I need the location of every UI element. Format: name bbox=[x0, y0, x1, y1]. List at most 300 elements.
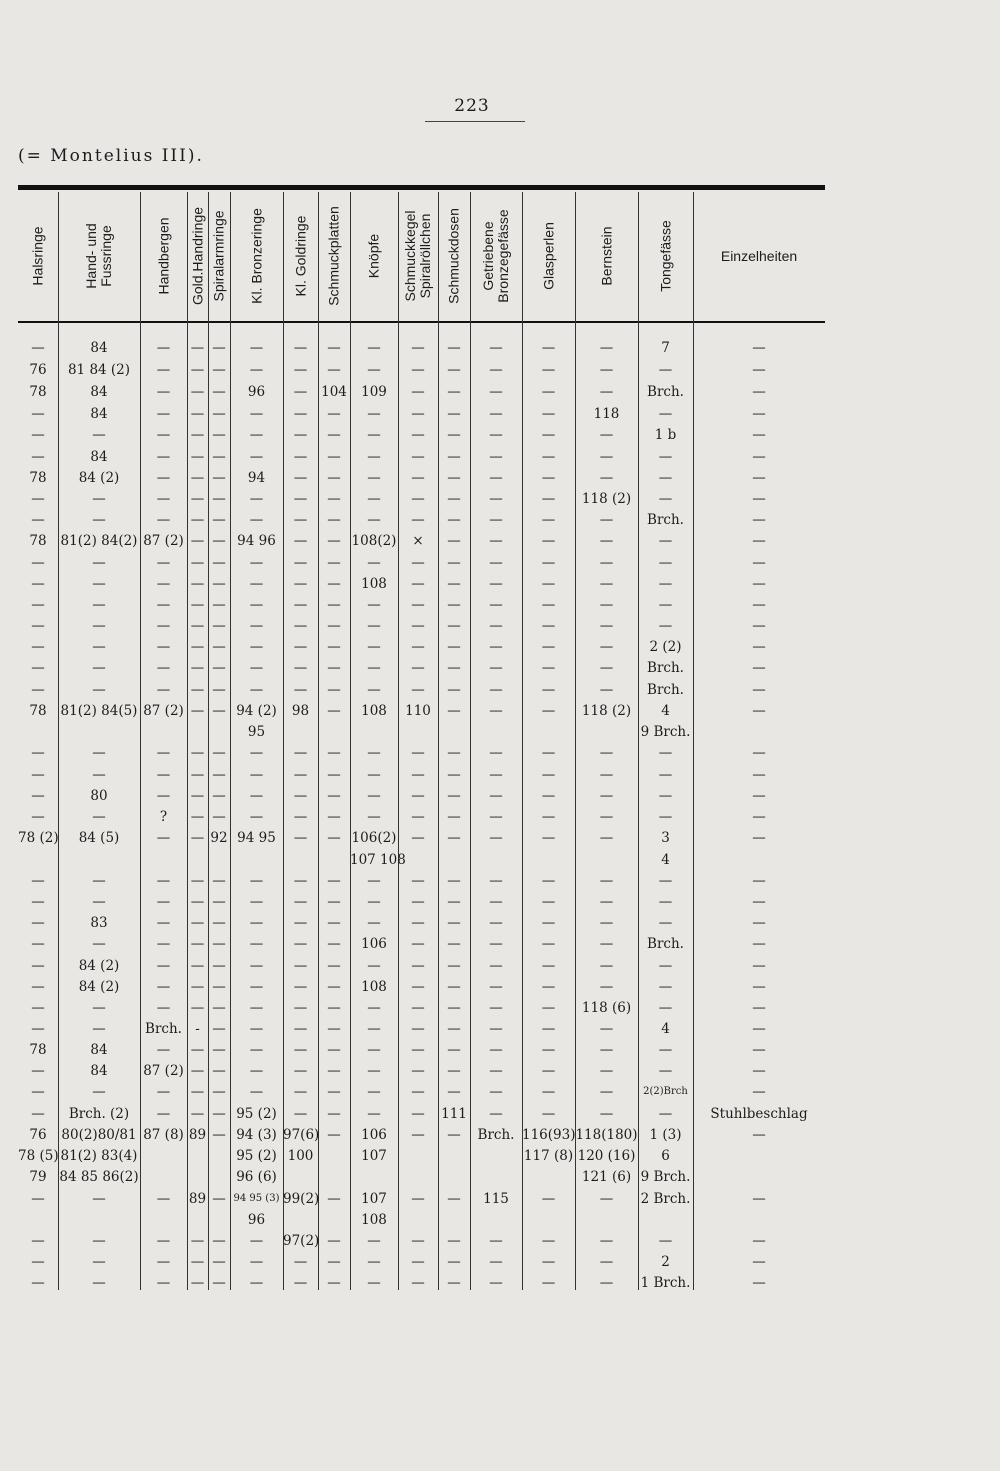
table-cell-hand_fussringe: — bbox=[92, 1000, 106, 1016]
table-row bbox=[0, 1272, 1000, 1294]
table-cell-kl_goldringe: — bbox=[293, 979, 308, 995]
table-cell-halsringe: 78 bbox=[29, 703, 47, 719]
table-cell-handbergen bbox=[140, 849, 187, 871]
table-cell-schmuckplatten: — bbox=[327, 491, 341, 507]
table-cell-glasperlen: — bbox=[541, 491, 556, 507]
table-cell-spiralarmringe: — bbox=[212, 660, 226, 676]
table-cell-knoepfe: 108 bbox=[361, 576, 387, 592]
table-cell-kl_goldringe: — bbox=[293, 576, 308, 592]
table-cell-halsringe: 78 bbox=[29, 384, 47, 400]
table-cell-knoepfe: — bbox=[367, 449, 381, 465]
table-cell-halsringe: 78 (2) bbox=[18, 830, 59, 846]
table-cell-halsringe bbox=[18, 849, 58, 871]
table-cell-bernstein: — bbox=[599, 745, 614, 761]
table-cell-knoepfe: 106 bbox=[361, 1127, 387, 1143]
table-cell-getriebene_bronzegefaesse bbox=[470, 1145, 522, 1167]
table-cell-glasperlen: — bbox=[541, 894, 556, 910]
table-cell-tongefaesse: — bbox=[658, 1000, 673, 1016]
table-cell-handbergen: — bbox=[156, 788, 171, 804]
table-cell-tongefaesse: Brch. bbox=[647, 682, 684, 698]
table-cell-schmuckdosen: — bbox=[447, 427, 461, 443]
table-cell-bernstein: — bbox=[599, 639, 614, 655]
table-cell-spiralarmringe: — bbox=[212, 340, 226, 356]
table-cell-gold_handringe bbox=[187, 1209, 208, 1231]
table-cell-spiralarmringe: — bbox=[212, 576, 226, 592]
table-cell-spiralarmringe bbox=[208, 849, 230, 871]
table-cell-schmuckkegel: — bbox=[411, 1191, 425, 1207]
table-cell-glasperlen: 117 (8) bbox=[523, 1148, 574, 1164]
table-cell-schmuckplatten: — bbox=[327, 745, 341, 761]
table-cell-knoepfe: — bbox=[367, 745, 381, 761]
table-cell-getriebene_bronzegefaesse: — bbox=[489, 767, 503, 783]
table-cell-hand_fussringe: — bbox=[92, 555, 106, 571]
table-cell-einzelheiten: — bbox=[752, 788, 766, 804]
table-cell-hand_fussringe: — bbox=[92, 682, 106, 698]
table-cell-bernstein: — bbox=[599, 830, 614, 846]
table-cell-schmuckdosen: — bbox=[447, 449, 461, 465]
table-cell-einzelheiten: — bbox=[752, 576, 766, 592]
table-cell-einzelheiten: — bbox=[752, 427, 766, 443]
table-cell-schmuckplatten: — bbox=[327, 660, 341, 676]
table-cell-spiralarmringe: — bbox=[212, 555, 226, 571]
table-cell-schmuckdosen: — bbox=[447, 767, 461, 783]
table-cell-bernstein: — bbox=[599, 767, 614, 783]
table-cell-kl_goldringe: — bbox=[293, 491, 308, 507]
table-cell-knoepfe: 106(2) bbox=[351, 830, 397, 846]
table-row bbox=[0, 1124, 1000, 1146]
table-cell-schmuckdosen: — bbox=[447, 1191, 461, 1207]
table-cell-schmuckkegel: — bbox=[411, 618, 425, 634]
table-cell-schmuckkegel: — bbox=[411, 362, 425, 378]
table-cell-schmuckplatten: — bbox=[327, 703, 341, 719]
table-cell-schmuckkegel: — bbox=[411, 788, 425, 804]
table-cell-einzelheiten bbox=[693, 1145, 825, 1167]
table-cell-knoepfe: — bbox=[367, 555, 381, 571]
table-cell-schmuckdosen: — bbox=[447, 830, 461, 846]
table-cell-handbergen bbox=[140, 721, 187, 743]
table-row bbox=[0, 721, 1000, 743]
table-cell-tongefaesse: 2 (2) bbox=[649, 639, 682, 655]
table-cell-gold_handringe: — bbox=[190, 660, 205, 676]
table-cell-schmuckkegel: — bbox=[411, 555, 425, 571]
table-cell-halsringe: 78 bbox=[29, 1042, 47, 1058]
table-row bbox=[0, 764, 1000, 786]
table-cell-tongefaesse bbox=[638, 1209, 693, 1231]
table-cell-tongefaesse: 2(2)Brch bbox=[643, 1086, 688, 1097]
table-caption: (= Montelius III). bbox=[18, 146, 204, 166]
table-cell-handbergen: — bbox=[156, 894, 171, 910]
table-cell-hand_fussringe: 84 bbox=[90, 449, 108, 465]
table-cell-halsringe: — bbox=[31, 894, 45, 910]
table-cell-handbergen: — bbox=[156, 470, 171, 486]
table-cell-glasperlen: 116(93) bbox=[522, 1127, 576, 1143]
table-cell-bernstein bbox=[575, 849, 638, 871]
table-cell-glasperlen: — bbox=[541, 830, 556, 846]
table-cell-bernstein: — bbox=[599, 1063, 614, 1079]
table-cell-handbergen: 87 (2) bbox=[143, 533, 184, 549]
table-cell-halsringe: — bbox=[31, 406, 45, 422]
table-cell-bernstein: — bbox=[599, 576, 614, 592]
table-cell-schmuckdosen: — bbox=[447, 597, 461, 613]
table-cell-tongefaesse: — bbox=[658, 1063, 673, 1079]
table-cell-kl_goldringe: — bbox=[293, 340, 308, 356]
table-cell-tongefaesse: Brch. bbox=[647, 660, 684, 676]
table-cell-schmuckkegel: — bbox=[411, 576, 425, 592]
table-cell-kl_bronzeringe: — bbox=[249, 682, 264, 698]
table-cell-hand_fussringe: 84 bbox=[90, 1063, 108, 1079]
table-cell-kl_bronzeringe: 94 95 (3) bbox=[233, 1193, 280, 1204]
table-cell-spiralarmringe: — bbox=[212, 1042, 226, 1058]
table-cell-schmuckkegel: 110 bbox=[405, 703, 431, 719]
table-cell-glasperlen: — bbox=[541, 470, 556, 486]
table-cell-kl_goldringe: — bbox=[293, 767, 308, 783]
table-cell-einzelheiten: — bbox=[752, 449, 766, 465]
table-cell-schmuckkegel bbox=[398, 1145, 438, 1167]
table-cell-knoepfe: — bbox=[367, 618, 381, 634]
table-cell-getriebene_bronzegefaesse: — bbox=[489, 660, 503, 676]
table-cell-glasperlen: — bbox=[541, 767, 556, 783]
table-cell-spiralarmringe: — bbox=[212, 745, 226, 761]
table-cell-einzelheiten: — bbox=[752, 1233, 766, 1249]
table-cell-handbergen: — bbox=[156, 1042, 171, 1058]
table-cell-knoepfe: — bbox=[367, 512, 381, 528]
table-cell-glasperlen: — bbox=[541, 682, 556, 698]
table-cell-getriebene_bronzegefaesse: — bbox=[489, 703, 503, 719]
table-row bbox=[0, 806, 1000, 828]
table-cell-handbergen: — bbox=[156, 873, 171, 889]
table-row bbox=[0, 594, 1000, 616]
table-cell-tongefaesse: — bbox=[658, 745, 673, 761]
table-cell-kl_bronzeringe: — bbox=[249, 1042, 264, 1058]
table-cell-einzelheiten: — bbox=[752, 1000, 766, 1016]
table-cell-kl_goldringe: — bbox=[293, 936, 308, 952]
table-cell-handbergen: — bbox=[156, 362, 171, 378]
table-cell-schmuckplatten: — bbox=[327, 788, 341, 804]
table-cell-schmuckdosen: — bbox=[447, 576, 461, 592]
table-row bbox=[0, 1209, 1000, 1231]
table-cell-getriebene_bronzegefaesse: — bbox=[489, 979, 503, 995]
table-cell-schmuckdosen bbox=[438, 1145, 470, 1167]
table-cell-spiralarmringe: — bbox=[212, 1000, 226, 1016]
table-cell-handbergen: 87 (2) bbox=[143, 1063, 184, 1079]
table-cell-schmuckkegel: — bbox=[411, 1233, 425, 1249]
table-cell-gold_handringe: — bbox=[190, 384, 205, 400]
table-cell-glasperlen: — bbox=[541, 427, 556, 443]
table-cell-bernstein: — bbox=[599, 340, 614, 356]
table-cell-kl_goldringe: — bbox=[293, 830, 308, 846]
table-cell-kl_bronzeringe: — bbox=[249, 1000, 264, 1016]
table-cell-handbergen: — bbox=[156, 1106, 171, 1122]
table-cell-einzelheiten: — bbox=[752, 597, 766, 613]
table-cell-spiralarmringe: — bbox=[212, 533, 226, 549]
table-cell-einzelheiten: — bbox=[752, 512, 766, 528]
table-cell-knoepfe: — bbox=[367, 491, 381, 507]
table-cell-kl_bronzeringe: — bbox=[249, 915, 264, 931]
table-cell-schmuckdosen: — bbox=[447, 936, 461, 952]
table-cell-schmuckkegel: — bbox=[411, 979, 425, 995]
table-cell-schmuckdosen bbox=[438, 1166, 470, 1188]
table-cell-handbergen: — bbox=[156, 597, 171, 613]
table-cell-handbergen: — bbox=[156, 427, 171, 443]
table-cell-handbergen: — bbox=[156, 1191, 171, 1207]
table-cell-tongefaesse: 4 bbox=[661, 703, 670, 719]
table-cell-schmuckkegel: — bbox=[411, 427, 425, 443]
table-cell-spiralarmringe: — bbox=[212, 597, 226, 613]
table-cell-halsringe: — bbox=[31, 491, 45, 507]
table-cell-halsringe: — bbox=[31, 979, 45, 995]
table-cell-tongefaesse: — bbox=[658, 788, 673, 804]
table-cell-tongefaesse: 1 (3) bbox=[649, 1127, 682, 1143]
table-cell-handbergen: — bbox=[156, 745, 171, 761]
table-cell-getriebene_bronzegefaesse: — bbox=[489, 1000, 503, 1016]
table-row bbox=[0, 742, 1000, 764]
table-cell-tongefaesse: Brch. bbox=[647, 936, 684, 952]
table-cell-schmuckplatten: — bbox=[327, 1275, 341, 1291]
table-cell-halsringe: — bbox=[31, 1191, 45, 1207]
table-row bbox=[0, 976, 1000, 998]
table-cell-tongefaesse: — bbox=[658, 362, 673, 378]
table-cell-einzelheiten: — bbox=[752, 915, 766, 931]
table-cell-knoepfe: — bbox=[367, 682, 381, 698]
table-cell-spiralarmringe: — bbox=[212, 767, 226, 783]
table-cell-hand_fussringe: — bbox=[92, 767, 106, 783]
table-cell-spiralarmringe: — bbox=[212, 894, 226, 910]
table-cell-hand_fussringe: — bbox=[92, 1233, 106, 1249]
table-cell-halsringe: — bbox=[31, 449, 45, 465]
table-cell-kl_goldringe: — bbox=[293, 1000, 308, 1016]
table-cell-tongefaesse: Brch. bbox=[647, 384, 684, 400]
table-cell-knoepfe: — bbox=[367, 406, 381, 422]
table-cell-tongefaesse: — bbox=[658, 767, 673, 783]
table-cell-bernstein: — bbox=[599, 894, 614, 910]
table-cell-handbergen: — bbox=[156, 449, 171, 465]
table-cell-spiralarmringe: 92 bbox=[210, 830, 228, 846]
table-cell-hand_fussringe: — bbox=[92, 491, 106, 507]
table-cell-kl_goldringe: — bbox=[293, 660, 308, 676]
table-cell-spiralarmringe: — bbox=[212, 1127, 226, 1143]
table-cell-bernstein: — bbox=[599, 449, 614, 465]
table-cell-handbergen: — bbox=[156, 340, 171, 356]
table-cell-handbergen: 87 (8) bbox=[143, 1127, 184, 1143]
table-row bbox=[0, 573, 1000, 595]
table-cell-kl_goldringe bbox=[283, 849, 318, 871]
table-cell-handbergen: 87 (2) bbox=[143, 703, 184, 719]
table-cell-getriebene_bronzegefaesse: Brch. bbox=[477, 1127, 515, 1143]
table-cell-knoepfe: — bbox=[367, 767, 381, 783]
table-cell-schmuckdosen: — bbox=[447, 809, 461, 825]
table-cell-einzelheiten: — bbox=[752, 1063, 766, 1079]
table-cell-bernstein: 118 bbox=[593, 406, 620, 422]
table-cell-knoepfe: 108 bbox=[361, 1212, 387, 1228]
table-row bbox=[0, 509, 1000, 531]
table-cell-halsringe: 79 bbox=[29, 1169, 47, 1185]
table-cell-einzelheiten: — bbox=[752, 406, 766, 422]
table-cell-halsringe: — bbox=[31, 340, 45, 356]
table-cell-kl_bronzeringe: 94 96 bbox=[237, 533, 276, 549]
table-cell-gold_handringe: — bbox=[190, 894, 205, 910]
table-cell-gold_handringe: — bbox=[190, 830, 205, 846]
table-cell-bernstein: — bbox=[599, 1084, 614, 1100]
table-cell-schmuckplatten: — bbox=[327, 1254, 341, 1270]
table-cell-einzelheiten: — bbox=[752, 340, 766, 356]
table-cell-spiralarmringe: — bbox=[212, 449, 226, 465]
table-cell-getriebene_bronzegefaesse: — bbox=[489, 427, 503, 443]
table-cell-gold_handringe: — bbox=[190, 597, 205, 613]
table-cell-glasperlen: — bbox=[541, 555, 556, 571]
table-cell-kl_bronzeringe: — bbox=[249, 660, 264, 676]
table-cell-schmuckdosen: 111 bbox=[441, 1106, 467, 1122]
table-cell-handbergen: — bbox=[156, 555, 171, 571]
table-cell-schmuckkegel: — bbox=[411, 1042, 425, 1058]
table-cell-handbergen: — bbox=[156, 830, 171, 846]
table-cell-schmuckkegel: — bbox=[411, 936, 425, 952]
table-cell-getriebene_bronzegefaesse: — bbox=[489, 384, 503, 400]
table-cell-einzelheiten: — bbox=[752, 1275, 766, 1291]
table-cell-spiralarmringe: — bbox=[212, 958, 226, 974]
table-cell-kl_goldringe: — bbox=[293, 1254, 308, 1270]
table-cell-schmuckkegel: — bbox=[411, 406, 425, 422]
table-cell-bernstein: 118(180) bbox=[575, 1127, 638, 1143]
table-cell-schmuckplatten: — bbox=[327, 618, 341, 634]
table-cell-gold_handringe: — bbox=[190, 979, 205, 995]
table-cell-getriebene_bronzegefaesse: — bbox=[489, 449, 503, 465]
table-cell-getriebene_bronzegefaesse: — bbox=[489, 1275, 503, 1291]
table-cell-schmuckplatten: — bbox=[327, 1063, 341, 1079]
table-cell-halsringe: — bbox=[31, 576, 45, 592]
table-cell-kl_goldringe: — bbox=[293, 639, 308, 655]
table-row bbox=[0, 1145, 1000, 1167]
table-cell-tongefaesse: — bbox=[658, 979, 673, 995]
table-cell-hand_fussringe: 81(2) 84(2) bbox=[60, 533, 138, 549]
table-cell-kl_bronzeringe: — bbox=[249, 745, 264, 761]
table-cell-einzelheiten bbox=[693, 1209, 825, 1231]
table-cell-schmuckkegel: — bbox=[411, 1000, 425, 1016]
table-cell-getriebene_bronzegefaesse: — bbox=[489, 1084, 503, 1100]
table-cell-schmuckplatten bbox=[318, 1145, 350, 1167]
table-cell-gold_handringe: — bbox=[190, 1233, 205, 1249]
table-cell-schmuckkegel: — bbox=[411, 1063, 425, 1079]
table-cell-kl_goldringe: — bbox=[293, 470, 308, 486]
table-cell-knoepfe: — bbox=[367, 1063, 381, 1079]
table-cell-kl_bronzeringe: — bbox=[249, 340, 264, 356]
table-row bbox=[0, 1018, 1000, 1040]
table-cell-schmuckdosen: — bbox=[447, 384, 461, 400]
table-cell-getriebene_bronzegefaesse: — bbox=[489, 873, 503, 889]
table-cell-schmuckdosen: — bbox=[447, 639, 461, 655]
table-cell-kl_goldringe: 97(2) bbox=[283, 1233, 320, 1249]
table-cell-gold_handringe: — bbox=[190, 788, 205, 804]
table-cell-schmuckplatten: — bbox=[327, 809, 341, 825]
table-cell-einzelheiten: — bbox=[752, 1254, 766, 1270]
table-row bbox=[0, 785, 1000, 807]
table-cell-einzelheiten: — bbox=[752, 660, 766, 676]
table-cell-schmuckplatten: — bbox=[327, 1042, 341, 1058]
table-cell-halsringe: — bbox=[31, 597, 45, 613]
table-cell-gold_handringe: — bbox=[190, 555, 205, 571]
table-cell-glasperlen: — bbox=[541, 618, 556, 634]
table-cell-getriebene_bronzegefaesse: — bbox=[489, 830, 503, 846]
table-row bbox=[0, 1103, 1000, 1125]
table-cell-handbergen: ? bbox=[159, 809, 168, 825]
table-cell-schmuckdosen: — bbox=[447, 470, 461, 486]
table-cell-halsringe: — bbox=[31, 660, 45, 676]
table-cell-hand_fussringe: 84 bbox=[90, 340, 108, 356]
table-cell-glasperlen: — bbox=[541, 1191, 556, 1207]
table-cell-schmuckplatten: — bbox=[327, 639, 341, 655]
table-cell-schmuckkegel: — bbox=[411, 958, 425, 974]
table-cell-hand_fussringe bbox=[58, 721, 140, 743]
table-cell-tongefaesse: — bbox=[658, 1106, 673, 1122]
table-cell-kl_bronzeringe: — bbox=[249, 449, 264, 465]
table-cell-kl_goldringe bbox=[283, 1166, 318, 1188]
table-cell-hand_fussringe: 84 (2) bbox=[78, 958, 120, 974]
table-cell-knoepfe: — bbox=[367, 1275, 381, 1291]
table-cell-kl_bronzeringe: — bbox=[249, 767, 264, 783]
table-cell-schmuckplatten: — bbox=[327, 915, 341, 931]
table-cell-schmuckdosen: — bbox=[447, 1084, 461, 1100]
table-cell-einzelheiten: — bbox=[752, 618, 766, 634]
table-cell-handbergen: — bbox=[156, 491, 171, 507]
table-cell-kl_bronzeringe: — bbox=[249, 936, 264, 952]
table-cell-kl_goldringe: — bbox=[293, 682, 308, 698]
table-cell-tongefaesse: 6 bbox=[661, 1148, 670, 1164]
table-cell-spiralarmringe: — bbox=[212, 1275, 226, 1291]
table-cell-schmuckkegel: — bbox=[411, 597, 425, 613]
table-cell-spiralarmringe: — bbox=[212, 470, 226, 486]
table-cell-schmuckplatten: — bbox=[327, 830, 341, 846]
table-cell-tongefaesse: — bbox=[658, 618, 673, 634]
table-cell-gold_handringe: — bbox=[190, 915, 205, 931]
table-cell-schmuckdosen bbox=[438, 721, 470, 743]
table-cell-schmuckplatten: 104 bbox=[321, 384, 347, 400]
table-row bbox=[0, 403, 1000, 425]
table-cell-einzelheiten: — bbox=[752, 936, 766, 952]
table-cell-einzelheiten: — bbox=[752, 533, 766, 549]
table-cell-spiralarmringe: — bbox=[212, 682, 226, 698]
table-cell-halsringe: — bbox=[31, 936, 45, 952]
table-cell-knoepfe: — bbox=[367, 958, 381, 974]
table-cell-kl_bronzeringe: — bbox=[249, 618, 264, 634]
table-cell-schmuckdosen bbox=[438, 849, 470, 871]
table-cell-einzelheiten: — bbox=[752, 1191, 766, 1207]
table-cell-hand_fussringe: 80 bbox=[90, 788, 108, 804]
table-row bbox=[0, 446, 1000, 468]
table-cell-einzelheiten: — bbox=[752, 703, 766, 719]
table-cell-tongefaesse: — bbox=[658, 1042, 673, 1058]
table-cell-kl_bronzeringe: — bbox=[249, 894, 264, 910]
table-cell-spiralarmringe: — bbox=[212, 809, 226, 825]
table-cell-glasperlen: — bbox=[541, 1106, 556, 1122]
table-cell-kl_bronzeringe: — bbox=[249, 788, 264, 804]
table-cell-getriebene_bronzegefaesse bbox=[470, 721, 522, 743]
column-header-line: Bernstein bbox=[598, 226, 614, 286]
table-cell-tongefaesse: — bbox=[658, 491, 673, 507]
table-cell-knoepfe: 108 bbox=[361, 703, 387, 719]
table-cell-halsringe: 76 bbox=[29, 362, 47, 378]
table-cell-glasperlen: — bbox=[541, 788, 556, 804]
table-cell-kl_bronzeringe: — bbox=[249, 555, 264, 571]
table-cell-halsringe: — bbox=[31, 1275, 45, 1291]
table-cell-hand_fussringe: — bbox=[92, 597, 106, 613]
table-cell-einzelheiten: — bbox=[752, 830, 766, 846]
table-cell-handbergen bbox=[140, 1166, 187, 1188]
table-cell-schmuckdosen: — bbox=[447, 491, 461, 507]
table-cell-knoepfe: — bbox=[367, 639, 381, 655]
table-cell-bernstein bbox=[575, 721, 638, 743]
table-cell-gold_handringe: — bbox=[190, 1254, 205, 1270]
table-cell-gold_handringe: — bbox=[190, 767, 205, 783]
table-cell-kl_bronzeringe: — bbox=[249, 979, 264, 995]
